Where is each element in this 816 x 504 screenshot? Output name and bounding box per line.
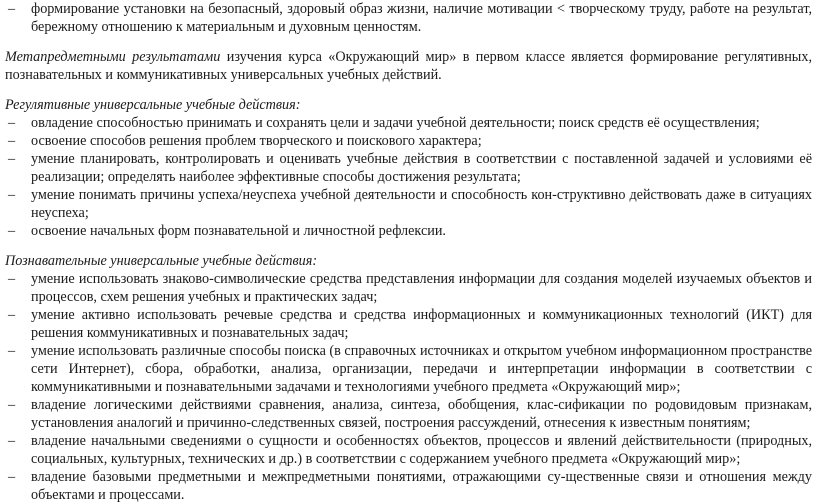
list-item (5, 270, 812, 306)
list-item-text: формирование установки на безопасный, здоровый образ жизни, наличие мотивации < творческому труду, работе на результат, бережному отношению к материальным и духовным ценностям. (31, 1, 812, 35)
list-item (5, 396, 812, 432)
dash-bullet: – (8, 307, 16, 323)
list-item-text: овладение способностью принимать и сохранять цели и задачи учебной деятельности; поиск средств её осуществления; (31, 115, 760, 131)
metasubject-paragraph (5, 48, 812, 84)
list-item (5, 222, 812, 240)
list-item-text: умение использовать различные способы поиска (в справочных источниках и открытом учебном информационном пространстве сети Интернет), сбора, обработки, анализа, организации, передачи и интерпретации информации в соответствии с коммуникативными и познавательными задачами и технологиями учебного предмета «Окружающий мир»; (31, 343, 812, 395)
metasubject-text: изучения курса «Окружающий мир» в первом классе является формирование регулятивных, познавательных и коммуникативных универсальных учебных действий. (5, 49, 812, 83)
dash-bullet: – (8, 343, 16, 359)
list-item-text: умение понимать причины успеха/неуспеха учебной деятельности и способность кон-структивно действовать даже в ситуациях неуспеха; (31, 187, 812, 221)
dash-bullet: – (8, 151, 16, 167)
list-item-text: умение планировать, контролировать и оценивать учебные действия в соответствии с поставленной задачей и условиями её реализации; определять наиболее эффективные способы достижения результата; (31, 151, 812, 185)
list-item-text: умение использовать знаково-символические средства представления информации для создания моделей изучаемых объектов и процессов, схем решения учебных и практических задач; (31, 271, 812, 305)
list-item-text: владение логическими действиями сравнения, анализа, синтеза, обобщения, клас-сификации по родовидовым признакам, установления аналогий и причинно-следственных связей, построения рассуждений, отнесения к известным понятиям; (31, 397, 812, 431)
cognitive-heading: Познавательные универсальные учебные действия: (5, 253, 318, 269)
list-item (5, 186, 812, 222)
list-item-text: освоение способов решения проблем творческого и поискового характера; (31, 133, 482, 149)
list-item-text: владение начальными сведениями о сущности и особенностях объектов, процессов и явлений действительности (природных, социальных, культурных, технических и др.) в соответствии с содержанием учебного предмета «Окружающий мир»; (31, 433, 812, 467)
list-item (5, 114, 812, 132)
dash-bullet: – (8, 223, 16, 239)
list-item (5, 306, 812, 342)
list-item (5, 132, 812, 150)
list-item (5, 150, 812, 186)
dash-bullet: – (8, 187, 16, 203)
dash-bullet: – (8, 271, 16, 287)
dash-bullet: – (8, 115, 16, 131)
list-item (5, 468, 812, 504)
list-item (5, 342, 812, 396)
list-item-text: освоение начальных форм познавательной и личностной рефлексии. (31, 223, 446, 239)
dash-bullet: – (8, 1, 16, 17)
dash-bullet: – (8, 433, 16, 449)
regulatory-heading: Регулятивные универсальные учебные действия: (5, 97, 301, 113)
list-item-text: владение базовыми предметными и межпредметными понятиями, отражающими су-щественные связи и отношения между объектами и процессами. (31, 469, 812, 503)
dash-bullet: – (8, 397, 16, 413)
metasubject-lead: Метапредметными результатами (5, 49, 221, 65)
list-item (5, 432, 812, 468)
dash-bullet: – (8, 469, 16, 485)
list-item (5, 0, 812, 36)
dash-bullet: – (8, 133, 16, 149)
list-item-text: умение активно использовать речевые средства и средства информационных и коммуникационных технологий (ИКТ) для решения коммуникативных и познавательных задач; (31, 307, 812, 341)
